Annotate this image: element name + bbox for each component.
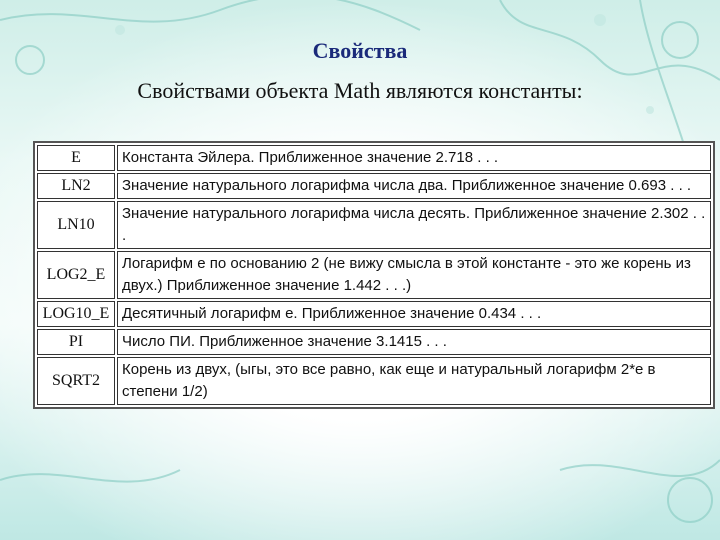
table-row (37, 301, 711, 327)
constant-name: E (37, 145, 115, 171)
constant-description: Десятичный логарифм e. Приближенное значение 0.434 . . . (117, 301, 711, 327)
table-row (37, 357, 711, 405)
slide-subtitle: Свойствами объекта Math являются константы: (137, 78, 583, 103)
table-row (37, 173, 711, 199)
constant-name: PI (37, 329, 115, 355)
constant-name: LN2 (37, 173, 115, 199)
table-row (37, 251, 711, 299)
constant-description: Значение натурального логарифма числа два. Приближенное значение 0.693 . . . (117, 173, 711, 199)
table-row (37, 145, 711, 171)
constant-description: Логарифм e по основанию 2 (не вижу смысла в этой константе - это же корень из двух.) Приближенное значение 1.442 . . .) (117, 251, 711, 299)
constant-name: LOG2_E (37, 251, 115, 299)
constant-description: Константа Эйлера. Приближенное значение 2.718 . . . (117, 145, 711, 171)
constant-description: Число ПИ. Приближенное значение 3.1415 . . . (117, 329, 711, 355)
constant-description: Корень из двух, (ыгы, это все равно, как еще и натуральный логарифм 2*e в степени 1/2) (117, 357, 711, 405)
table-row (37, 329, 711, 355)
slide-title: Свойства (312, 38, 408, 63)
constant-name: LN10 (37, 201, 115, 249)
constant-name: SQRT2 (37, 357, 115, 405)
constants-table (33, 141, 715, 409)
constant-name: LOG10_E (37, 301, 115, 327)
constant-description: Значение натурального логарифма числа десять. Приближенное значение 2.302 . . . (117, 201, 711, 249)
table-row (37, 201, 711, 249)
